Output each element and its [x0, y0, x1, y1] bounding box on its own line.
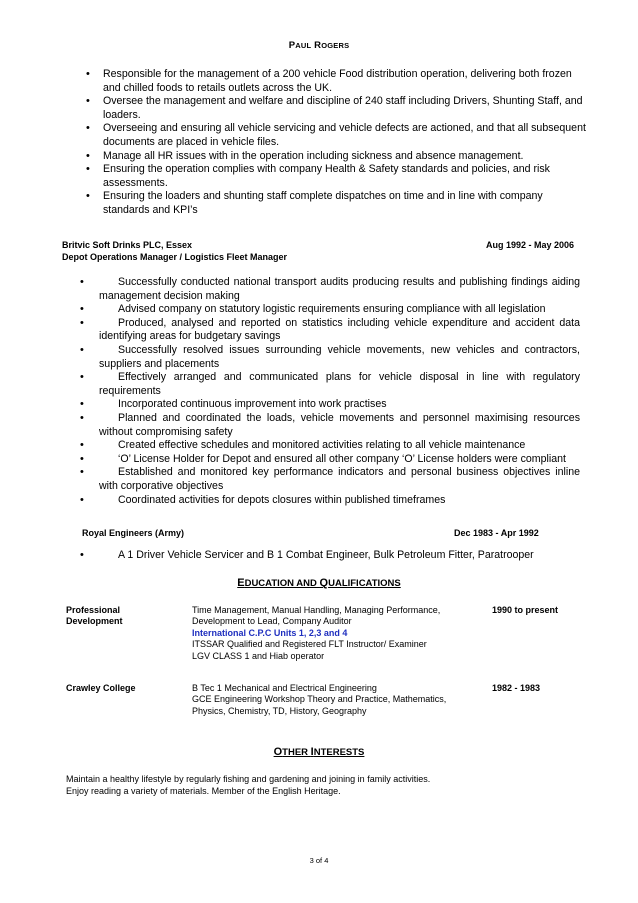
education-heading: EDUCATION AND QUALIFICATIONS: [237, 577, 401, 589]
row-label: Professional: [66, 605, 121, 615]
britvic-role: Depot Operations Manager / Logistics Fleet Manager: [62, 252, 288, 262]
row-dates: 1982 - 1983: [492, 683, 541, 693]
list-item: • Successfully conducted national transport audits producing results and publishing findings aiding management decision making: [80, 276, 580, 303]
list-item: • Overseeing and ensuring all vehicle servicing and vehicle defects are actioned, and that all subsequent documents are placed in vehicle files.: [86, 122, 586, 149]
list-item: • Created effective schedules and monitored activities relating to all vehicle maintenance: [80, 439, 580, 453]
interests-heading: OTHER INTERESTS: [273, 746, 365, 758]
row-label: Development: [66, 616, 123, 627]
britvic-achievements-list: [80, 276, 580, 507]
name-initial: P: [288, 40, 296, 51]
list-item: • Responsible for the management of a 200 vehicle Food distribution operation, delivering both frozen and chilled foods to retails outlets across the UK.: [86, 68, 586, 95]
row-dates: 1990 to present: [492, 605, 559, 615]
list-item: • Manage all HR issues with in the operation including sickness and absence management.: [86, 150, 586, 164]
page-header-name: [0, 40, 638, 51]
list-item: • Successfully resolved issues surrounding vehicle movements, new vehicles and contractors, suppliers and placements: [80, 344, 580, 371]
army-dates: Dec 1983 - Apr 1992: [454, 528, 539, 538]
list-item: • ‘O’ License Holder for Depot and ensured all other company ‘O’ License holders were compliant: [80, 453, 580, 467]
list-item: • Planned and coordinated the loads, vehicle movements and personnel maximising resources without compromising safety: [80, 412, 580, 439]
list-item: • A 1 Driver Vehicle Servicer and B 1 Combat Engineer, Bulk Petroleum Fitter, Paratrooper: [80, 549, 580, 563]
surname-rest: OGERS: [321, 41, 350, 50]
name-rest: AUL: [295, 41, 312, 50]
list-item: • Produced, analysed and reported on statistics including vehicle expenditure and accident data identifying areas for budgetary savings: [80, 317, 580, 344]
list-item: • Oversee the management and welfare and discipline of 240 staff including Drivers, Shunting Staff, and loaders.: [86, 95, 586, 122]
britvic-company: Britvic Soft Drinks PLC, Essex: [62, 240, 193, 250]
list-item: • Ensuring the loaders and shunting staff complete dispatches on time and in line with company standards and KPI’s: [86, 190, 586, 217]
list-item: • Ensuring the operation complies with company Health & Safety standards and policies, and risk assessments.: [86, 163, 586, 190]
list-item: • Effectively arranged and communicated plans for vehicle disposal in line with regulatory requirements: [80, 371, 580, 398]
list-item: • Incorporated continuous improvement into work practises: [80, 398, 580, 412]
interests-text: Maintain a healthy lifestyle by regularly fishing and gardening and joining in family activities. Enjoy reading a variety of materials. Member of the English Heritage.: [66, 774, 431, 796]
responsibilities-list: [86, 68, 586, 218]
surname-initial: R: [314, 40, 322, 51]
list-item: • Coordinated activities for depots closures within published timeframes: [80, 494, 580, 508]
list-item: • Advised company on statutory logistic requirements ensuring compliance with all legislation: [80, 303, 580, 317]
britvic-dates: Aug 1992 - May 2006: [486, 240, 575, 250]
cpc-highlight: International C.P.C Units 1, 2,3 and 4: [192, 627, 348, 638]
army-list: [80, 549, 580, 563]
page-number: 3 of 4: [309, 856, 329, 865]
row-label: Crawley College: [66, 683, 136, 693]
list-item: • Established and monitored key performance indicators and personal business objectives inline with corporative objectives: [80, 466, 580, 493]
army-company: Royal Engineers (Army): [82, 528, 185, 538]
